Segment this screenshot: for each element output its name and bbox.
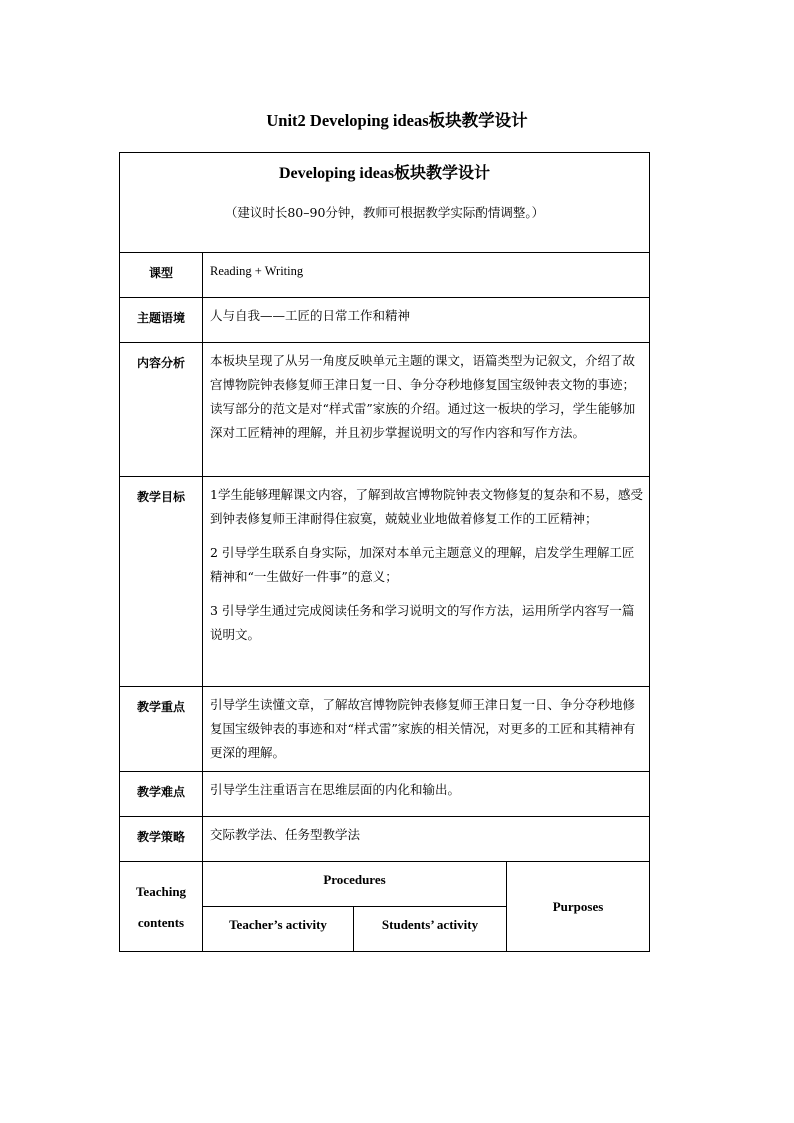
header-cell xyxy=(120,153,650,253)
procedures-header-row xyxy=(120,862,650,907)
strategies-row xyxy=(120,817,650,862)
key-points-value: 引导学生读懂文章，了解故宫博物院钟表修复师王津日复一日、争分夺秒地修复国宝级钟表的事迹和对“样式雷”家族的相关情况，对更多的工匠和其精神有更深的理解。 xyxy=(203,687,650,772)
teacher-activity-header: Teacher’s activity xyxy=(203,907,354,952)
lesson-plan-table xyxy=(119,152,650,952)
objectives-label: 教学目标 xyxy=(120,477,203,687)
strategies-label: 教学策略 xyxy=(120,817,203,862)
theme-context-value: 人与自我——工匠的日常工作和精神 xyxy=(203,298,650,343)
difficulties-label: 教学难点 xyxy=(120,772,203,817)
key-points-label: 教学重点 xyxy=(120,687,203,772)
lesson-type-row xyxy=(120,253,650,298)
content-analysis-label: 内容分析 xyxy=(120,343,203,477)
document-title: Unit2 Developing ideas板块教学设计 xyxy=(266,111,528,130)
theme-context-row xyxy=(120,298,650,343)
objectives-row xyxy=(120,477,650,687)
key-points-row xyxy=(120,687,650,772)
difficulties-row xyxy=(120,772,650,817)
lesson-type-label: 课型 xyxy=(120,253,203,298)
strategies-value: 交际教学法、任务型教学法 xyxy=(203,817,650,862)
objective-item-1: 1学生能够理解课文内容，了解到故宫博物院钟表文物修复的复杂和不易，感受到钟表修复师王津耐得住寂寞，兢兢业业地做着修复工作的工匠精神； xyxy=(210,487,643,526)
students-activity-header: Students’ activity xyxy=(354,907,507,952)
teaching-contents-header xyxy=(120,862,203,952)
duration-note: （建议时长80–90分钟，教师可根据教学实际酌情调整。） xyxy=(224,205,545,220)
content-analysis-row xyxy=(120,343,650,477)
header-row xyxy=(120,153,650,253)
objective-item-2: 2 引导学生联系自身实际，加深对本单元主题意义的理解，启发学生理解工匠精神和“一生做好一件事”的意义； xyxy=(210,545,635,584)
objectives-list xyxy=(203,477,650,687)
content-analysis-value: 本板块呈现了从另一角度反映单元主题的课文，语篇类型为记叙文，介绍了故宫博物院钟表修复师王津日复一日、争分夺秒地修复国宝级钟表文物的事迹；读写部分的范文是对“样式雷”家族的介绍。通过这一板块的学习，学生能够加深对工匠精神的理解，并且初步掌握说明文的写作内容和写作方法。 xyxy=(203,343,650,477)
purposes-header: Purposes xyxy=(507,862,650,952)
lesson-type-value: Reading + Writing xyxy=(203,253,650,298)
objective-item-3: 3 引导学生通过完成阅读任务和学习说明文的写作方法，运用所学内容写一篇说明文。 xyxy=(210,603,635,642)
table-title: Developing ideas板块教学设计 xyxy=(278,165,491,182)
teaching-contents-line2: contents xyxy=(137,914,185,930)
difficulties-value: 引导学生注重语言在思维层面的内化和输出。 xyxy=(203,772,650,817)
teaching-contents-line1: Teaching xyxy=(135,883,187,899)
theme-context-label: 主题语境 xyxy=(120,298,203,343)
procedures-header: Procedures xyxy=(203,862,507,907)
